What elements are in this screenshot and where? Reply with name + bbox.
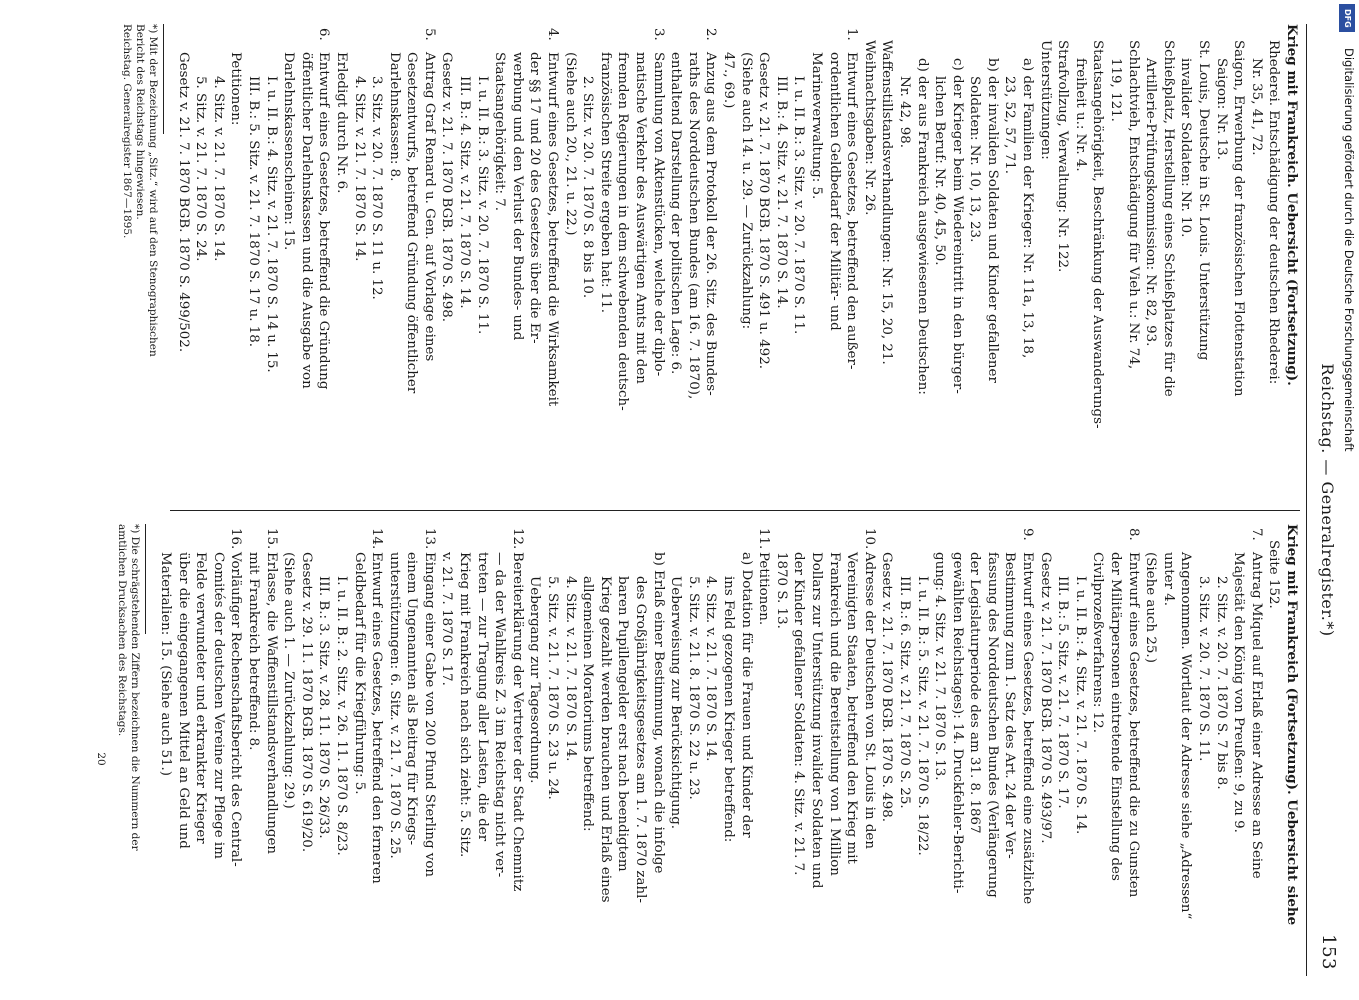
entry-text: Entwurf eines Gesetzes, betreffend den ferneren bbox=[369, 552, 385, 884]
register-line: I. u. II. B.: 2. Sitz. v. 26. 11. 1870 S. 8/23. bbox=[333, 576, 349, 856]
entry-text: Antrag Graf Renard u. Gen. auf Vorlage eines bbox=[421, 52, 437, 362]
column-right bbox=[94, 524, 1300, 994]
register-entry bbox=[1019, 524, 1037, 994]
dfg-logo: DFG bbox=[1339, 4, 1355, 32]
register-line: Angenommen. Wortlaut der Adresse siehe „Adressen“ bbox=[1178, 552, 1194, 920]
register-line: über die eingegangenen Mittel an Geld und bbox=[175, 552, 191, 849]
entry-number: 12. bbox=[509, 528, 525, 550]
register-line: Seite 152. bbox=[1266, 540, 1282, 609]
entry-number: 4. bbox=[545, 28, 561, 41]
footnote-line: Bericht des Reichstags hingewiesen. bbox=[134, 24, 146, 220]
register-line: 2. Sitz. v. 20. 7. 1870 S. 7 bis 8. bbox=[1213, 576, 1229, 790]
register-line: (Siehe auch 20., 21. u. 22.) bbox=[562, 52, 578, 236]
running-head-title: Reichstag. — Generalregister.*) bbox=[1318, 363, 1337, 637]
register-entry bbox=[227, 524, 245, 994]
register-line: Saigon, Erwerbung der französischen Flottenstation bbox=[1231, 40, 1247, 397]
register-line: Saigon: Nr. 13. bbox=[1213, 58, 1229, 160]
register-line: der Kinder gefallener Soldaten: 4. Sitz. v. 21. 7. bbox=[791, 552, 807, 876]
register-entry bbox=[1247, 524, 1265, 994]
register-line: Darlehnskassen: 8. bbox=[386, 52, 402, 182]
register-entry bbox=[702, 24, 720, 494]
register-line: 3. Sitz. v. 20. 7. 1870 S. 11 u. 12. bbox=[369, 76, 385, 300]
register-line: I. u. II. B.: 4. Sitz. v. 21. 7. 1870 S. 14. bbox=[1072, 576, 1088, 835]
register-line: unter 4. bbox=[1160, 552, 1176, 606]
entry-number: 15. bbox=[263, 528, 279, 550]
register-line: Nr. 42, 98. bbox=[896, 76, 912, 149]
entry-text: Anzug aus dem Protokoll der 26. Sitz. des Bundes- bbox=[703, 52, 719, 396]
register-entry bbox=[315, 24, 333, 494]
register-line: Krieg mit Frankreich (Fortsetzung). Uebersicht siehe bbox=[1284, 524, 1300, 926]
register-line: 119, 121. bbox=[1108, 58, 1124, 122]
entry-number: 1. bbox=[844, 28, 860, 41]
running-head bbox=[1311, 24, 1341, 976]
register-entry bbox=[1124, 524, 1142, 994]
register-line: Strafvollzug, Verwaltung: Nr. 122. bbox=[1055, 40, 1071, 273]
entry-number: 3. bbox=[650, 28, 666, 41]
register-line: 4. Sitz. v. 21. 7. 1870 S. 14. bbox=[351, 76, 367, 262]
register-line: a) Dotation für die Frauen und Kinder der bbox=[738, 552, 754, 838]
register-line: III. B.: 3. Sitz. v. 28. 11. 1870 S. 26/33. bbox=[316, 576, 332, 839]
register-line: b) der invaliden Soldaten und Kinder gefallener bbox=[984, 58, 1000, 383]
register-line: c) der Krieger beim Wiedereintritt in den bürger- bbox=[949, 58, 965, 394]
register-line: III. B.: 6. Sitz. v. 21. 7. 1870 S. 25. bbox=[896, 576, 912, 809]
register-line: Marineverwaltung: 5. bbox=[808, 52, 824, 200]
entry-number: 8. bbox=[1125, 528, 1141, 541]
register-line: v. 21. 7. 1870 S. 17. bbox=[439, 552, 455, 686]
register-line: 47., 69.) bbox=[721, 52, 736, 109]
register-line: I. u. II. B.: 3. Sitz. v. 20. 7. 1870 S. 11. bbox=[474, 76, 490, 335]
register-line: 5. Sitz. v. 21. 7. 1870 S. 23 u. 24. bbox=[545, 576, 561, 800]
register-line: III. B.: 4. Sitz. v. 21. 7. 1870 S. 14. bbox=[773, 76, 789, 309]
register-line: freiheit u.: Nr. 4. bbox=[1072, 58, 1088, 172]
register-line: ordentlichen Geldbedarf der Militär- und bbox=[826, 52, 842, 331]
register-line: Schießplatz, Herstellung eines Schießplatzes für die bbox=[1160, 40, 1176, 397]
register-line: Staatsangehörigkeit, Beschränkung der Auswanderungs- bbox=[1090, 40, 1106, 429]
register-line: fassung des Norddeutschen Bundes (Verlängerung bbox=[984, 552, 1000, 898]
register-line: III. B.: 5. Sitz. v. 21. 7. 1870 S. 17. bbox=[1055, 576, 1071, 809]
entry-number: 14. bbox=[369, 528, 385, 550]
register-entry bbox=[649, 24, 667, 494]
entry-text: Petitionen. bbox=[756, 552, 772, 626]
register-line: Gesetz v. 21. 7. 1870 BGB. 1870 S. 498. bbox=[879, 552, 895, 823]
entry-number: 5. bbox=[421, 28, 437, 41]
entry-number: 16. bbox=[228, 528, 244, 550]
register-line: baren Pupillengelder erst nach beendigtem bbox=[615, 576, 631, 872]
register-line: Krieg mit Frankreich. Uebersicht (Fortsetzung). bbox=[1284, 24, 1300, 386]
register-line: Artillerie-Prüfungskommission: Nr. 82, 93. bbox=[1143, 58, 1159, 347]
register-line: d) der aus Frankreich ausgewiesenen Deutschen: bbox=[914, 58, 930, 395]
register-line: 4. Sitz. v. 21. 7. 1870 S. 14. bbox=[703, 576, 719, 762]
register-line: Gesetz v. 21. 7. 1870 BGB. 1870 S. 491 u. 492. bbox=[756, 52, 772, 369]
footnote-line: *) Die schrägstehenden Ziffern bezeichnen die Nummern der bbox=[129, 524, 142, 851]
register-line: Ueberweisung zur Berücksichtigung. bbox=[668, 576, 684, 830]
register-line: Rhederei. Entschädigung der deutschen Rhederei: bbox=[1266, 40, 1282, 385]
register-line: 1870 S. 13. bbox=[773, 552, 789, 629]
register-line: Bestimmung zum 1. Satz des Art. 24 der Ver- bbox=[1002, 552, 1018, 859]
entry-text: Sammlung von Aktenstücken, welche der diplo- bbox=[650, 52, 666, 377]
register-entry bbox=[755, 524, 773, 994]
register-entry bbox=[420, 24, 438, 494]
footnote-rule bbox=[163, 24, 164, 134]
register-line: treten — zur Tragung aller Lasten, die der bbox=[474, 552, 490, 842]
register-line: Nr. 35, 41, 72. bbox=[1248, 58, 1264, 156]
register-line: gung: 4. Sitz. v. 21. 7. 1870 S. 13. bbox=[932, 552, 948, 781]
register-line: Geldbedarf für die Kriegführung: 5. bbox=[351, 552, 367, 795]
register-line: Weihnachtsgaben: Nr. 26. bbox=[861, 40, 877, 216]
footnote-rule bbox=[145, 524, 146, 634]
entry-text: Entwurf eines Gesetzes, betreffend die Gründung bbox=[316, 52, 332, 390]
register-line: Unterstützungen: bbox=[1037, 40, 1053, 160]
column-divider bbox=[170, 510, 1300, 511]
register-line: Erledigt durch Nr. 6. bbox=[333, 52, 349, 194]
register-line: 5. Sitz. v. 21. 8. 1870 S. 22 u. 23. bbox=[685, 576, 701, 800]
entry-text: Eingang einer Gabe von 200 Pfund Sterling von bbox=[421, 552, 437, 878]
register-line: Krieg mit Frankreich nach sich zieht: 5. Sitz. bbox=[457, 552, 473, 858]
columns bbox=[95, 24, 1300, 976]
entry-text: Entwurf eines Gesetzes, betreffend den außer- bbox=[844, 52, 860, 370]
register-line: mit Frankreich betreffend: 8. bbox=[245, 552, 261, 751]
register-line: I. u. II. B.: 3. Sitz. v. 20. 7. 1870 S. 11. bbox=[791, 76, 807, 335]
footnote-line: amtlichen Drucksachen des Reichstags. bbox=[116, 524, 129, 737]
register-line: Soldaten: Nr. 10, 13, 23. bbox=[967, 76, 983, 243]
page-number: 153 bbox=[1318, 934, 1339, 970]
register-line: Petitionen: bbox=[228, 52, 244, 126]
register-line: Gesetz v. 21. 7. 1870 BGB. 1870 S. 499/502. bbox=[175, 52, 191, 353]
register-line: I. u. II. B.: 5. Sitz. v. 21. 7. 1870 S. 18/22. bbox=[914, 576, 930, 856]
register-line: fremden Regierungen in dem schwebenden deutsch- bbox=[615, 52, 631, 411]
register-line: Civilprozeßverfahrens: 12. bbox=[1090, 552, 1106, 733]
register-line: 4. Sitz. v. 21. 7. 1870 S. 14. bbox=[210, 76, 226, 262]
entry-number: 10. bbox=[861, 528, 877, 550]
register-line: ins Feld gezogenen Krieger betreffend: bbox=[721, 576, 736, 843]
register-line: St. Louis, Deutsche in St. Louis. Unterstützung bbox=[1196, 40, 1212, 361]
register-line: Materialien: 15. (Siehe auch 51.) bbox=[158, 552, 173, 777]
register-line: (Siehe auch 14. u. 29. — Zurückzahlung: bbox=[738, 52, 754, 330]
register-entry bbox=[368, 524, 386, 994]
register-line: Gesetz v. 21. 7. 1870 BGB. 1870 S. 498. bbox=[439, 52, 455, 323]
signature-mark: 20 bbox=[95, 752, 108, 766]
entry-number: 6. bbox=[316, 28, 332, 41]
register-line: der Legislaturperiode des am 31. 8. 1867 bbox=[967, 552, 983, 834]
register-line: enthaltend Darstellung der politischen Lage: 6. bbox=[668, 52, 684, 375]
entry-text: Entwurf eines Gesetzes, betreffend eine zusätzliche bbox=[1020, 552, 1036, 905]
entry-text: Antrag Miquel auf Erlaß einer Adresse an Seine bbox=[1248, 552, 1264, 879]
register-line: Gesetz v. 29. 11. 1870 BGB. 1870 S. 619/20. bbox=[298, 552, 314, 853]
entry-text: Adresse der Deutschen von St. Louis in den bbox=[861, 552, 877, 849]
register-entry bbox=[543, 24, 561, 494]
register-line: einem Ungenannten als Beitrag für Kriegs- bbox=[404, 552, 420, 846]
digitization-credit: Digitalisierung gefördert durch die Deutsche Forschungsgemeinschaft bbox=[1342, 48, 1356, 452]
register-line: Gesetz v. 21. 7. 1870 BGB. 1870 S. 493/97. bbox=[1037, 552, 1053, 844]
register-line: 4. Sitz. v. 21. 7. 1870 S. 14. bbox=[562, 576, 578, 762]
entry-text: Entwurf eines Gesetzes, betreffend die Wirksamkeit bbox=[545, 52, 561, 407]
register-line: Uebergang zur Tagesordnung. bbox=[527, 576, 543, 784]
register-line: raths des Norddeutschen Bundes (am 16. 7. 1870), bbox=[685, 52, 701, 400]
register-line: Vereinigten Staaten, betreffend den Krieg mit bbox=[844, 552, 860, 864]
register-line: Krieg gezahlt werden brauchen und Erlaß eines bbox=[597, 576, 613, 903]
register-line: 2. Sitz. v. 20. 7. 1870 S. 8 bis 10. bbox=[580, 76, 596, 299]
register-line: öffentlicher Darlehnskassen und die Ausgabe von bbox=[298, 52, 314, 389]
register-line: 23, 52, 57, 71. bbox=[1002, 76, 1018, 174]
register-line: der Militärpersonen eintretende Einstellung des bbox=[1108, 552, 1124, 881]
entry-number: 2. bbox=[703, 28, 719, 41]
entry-number: 7. bbox=[1248, 528, 1264, 541]
register-line: lichen Beruf: Nr. 40, 45, 50. bbox=[932, 76, 948, 266]
entry-text: Bereiterklärung der Vertreter der Stadt Chemnitz bbox=[509, 552, 525, 892]
register-line: werbung und den Verlust der Bundes- und bbox=[509, 52, 525, 341]
rotated-register-page bbox=[49, 0, 1359, 1000]
register-line: Frankreich und die Bereitstellung von 1 Million bbox=[826, 552, 842, 876]
register-line: — da der Wahlkreis Z. 3 im Reichstag nicht ver- bbox=[492, 552, 508, 878]
register-line: Staatsangehörigkeit: 7. bbox=[492, 52, 508, 212]
register-entry bbox=[262, 524, 280, 994]
register-line: I. u. II. B.: 4. Sitz. v. 21. 7. 1870 S. 14 u. 15. bbox=[263, 76, 279, 373]
entry-number: 11. bbox=[756, 528, 772, 550]
register-line: Dollars zur Unterstützung invalider Soldaten und bbox=[808, 552, 824, 889]
head-rule bbox=[1306, 24, 1307, 976]
register-line: unterstützungen: 6. Sitz. v. 21. 7. 1870 S. 25. bbox=[386, 552, 402, 859]
footnote-line: *) Mit der Bezeichnung „Sitz.“ wird auf den Stenographischen bbox=[147, 24, 159, 357]
register-line: a) der Familien der Krieger: Nr. 11a, 13, 18, bbox=[1020, 58, 1036, 359]
register-line: Majestät den König von Preußen: 9, zu 9. bbox=[1231, 552, 1247, 833]
register-line: Waffenstillstandsverhandlungen: Nr. 15, 20, 21. bbox=[879, 40, 895, 365]
register-line: matische Verkehr des Auswärtigen Amts mit den bbox=[633, 52, 649, 384]
register-entry bbox=[420, 524, 438, 994]
register-entry bbox=[508, 524, 526, 994]
register-line: gewählten Reichstages): 14. Druckfehler-Berichti- bbox=[949, 552, 965, 894]
register-line: invalider Soldaten: Nr. 10. bbox=[1178, 58, 1194, 238]
register-line: III. B.: 4. Sitz. v. 21. 7. 1870 S. 14. bbox=[457, 76, 473, 309]
register-entry bbox=[860, 524, 878, 994]
register-line: der §§ 17 und 20 des Gesetzes über die Er- bbox=[527, 52, 543, 344]
footnote-line: Reichstag. Generalregister 1867—1895. bbox=[121, 24, 133, 239]
register-line: (Siehe auch 1. — Zurückzahlung: 29.) bbox=[281, 552, 297, 809]
register-line: 5. Sitz. v. 21. 7. 1870 S. 24. bbox=[193, 76, 209, 262]
register-line: b) Erlaß einer Bestimmung, wonach die infolge bbox=[650, 552, 666, 874]
entry-number: 13. bbox=[421, 528, 437, 550]
register-line: allgemeinen Moratoriums betreffend: bbox=[580, 576, 596, 832]
register-line: III. B.: 5. Sitz. v. 21. 7. 1870 S. 17 u. 18. bbox=[245, 76, 261, 348]
register-line: Schlachtvieh, Entschädigung für Vieh u.: Nr. 74, bbox=[1125, 40, 1141, 370]
register-line: Gesetzentwurfs, betreffend Gründung öffentlicher bbox=[404, 52, 420, 394]
entry-number: 9. bbox=[1020, 528, 1036, 541]
register-line: Comités der deutschen Vereine zur Pflege im bbox=[210, 552, 226, 859]
register-line: (Siehe auch 25.) bbox=[1143, 552, 1159, 663]
register-line: französischen Streite ergeben hat: 11. bbox=[597, 52, 613, 314]
register-line: Felde verwundeter und erkrankter Krieger bbox=[193, 552, 209, 844]
register-line: 3. Sitz. v. 20. 7. 1870 S. 11. bbox=[1196, 576, 1212, 762]
column-left bbox=[120, 24, 1300, 494]
register-line: Darlehnskassenscheinen: 15. bbox=[281, 52, 297, 251]
entry-text: Erlasse, die Waffenstillstandsverhandlungen bbox=[263, 552, 279, 855]
entry-text: Vorläufiger Rechenschaftsbericht des Central- bbox=[228, 552, 244, 867]
register-line: des Großjährigkeitsgesetzes am 1. 7. 1870 zahl- bbox=[633, 576, 649, 903]
register-entry bbox=[843, 24, 861, 494]
entry-text: Entwurf eines Gesetzes, betreffend die zu Gunsten bbox=[1125, 552, 1141, 898]
